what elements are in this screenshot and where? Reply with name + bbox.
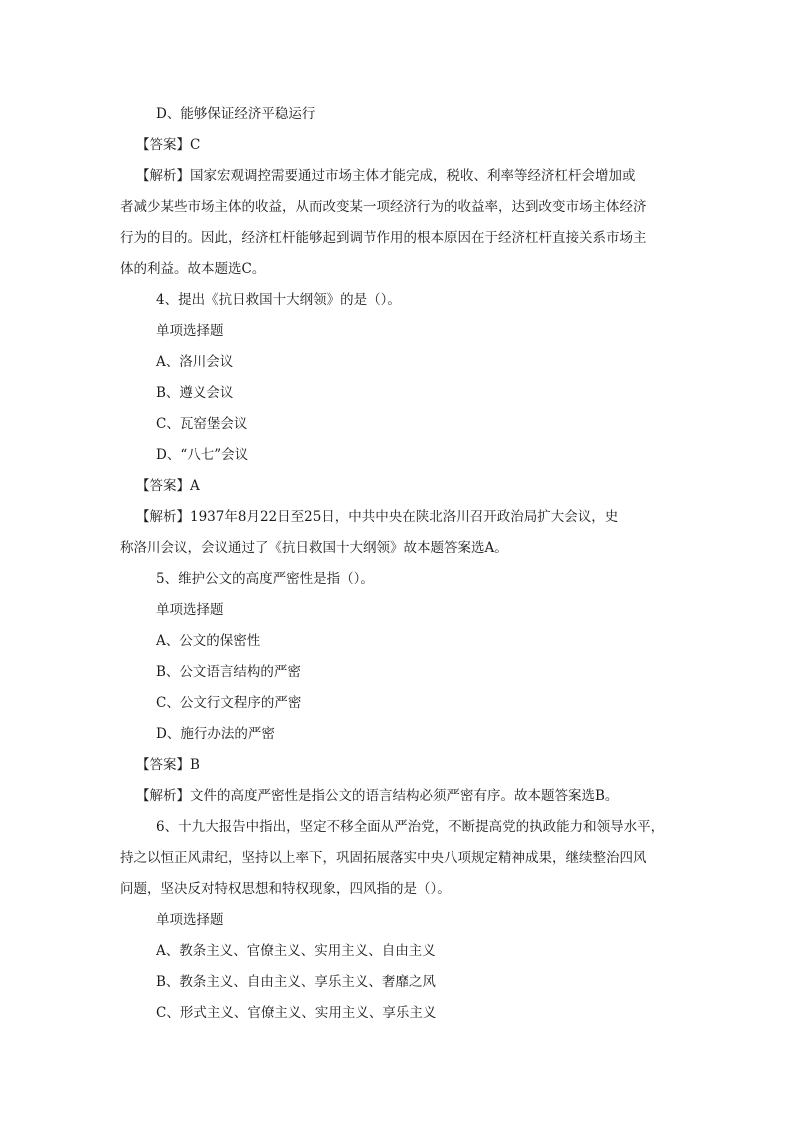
q4-option-c: C、瓦窑堡会议 <box>156 416 248 432</box>
q3-option-d: D、能够保证经济平稳运行 <box>156 106 316 122</box>
q5-answer: 【答案】B <box>136 757 200 773</box>
q4-option-a: A、洛川会议 <box>156 354 234 370</box>
q6-option-b: B、教条主义、自由主义、享乐主义、奢靡之风 <box>156 974 436 990</box>
q5-question: 5、维护公文的高度严密性是指（）。 <box>156 571 374 587</box>
q5-option-d: D、施行办法的严密 <box>156 726 275 742</box>
q3-answer: 【答案】C <box>136 137 201 153</box>
q5-option-b: B、公文语言结构的严密 <box>156 664 301 680</box>
q3-analysis-line-1: 【解析】国家宏观调控需要通过市场主体才能完成，税收、利率等经济杠杆会增加或 <box>136 168 636 184</box>
q4-answer: 【答案】A <box>136 478 200 494</box>
document-body <box>120 99 676 1029</box>
q6-question-line-2: 持之以恒正风肃纪，坚持以上率下，巩固拓展落实中央八项规定精神成果，继续整治四风 <box>120 850 647 866</box>
q6-type: 单项选择题 <box>156 912 224 928</box>
q4-option-b: B、遵义会议 <box>156 385 234 401</box>
q5-analysis-line-1: 【解析】文件的高度严密性是指公文的语言结构必须严密有序。故本题答案选B。 <box>136 788 619 804</box>
q6-question-line-3: 问题，坚决反对特权思想和特权现象，四风指的是（）。 <box>120 881 451 897</box>
q5-option-c: C、公文行文程序的严密 <box>156 695 302 711</box>
q6-option-a: A、教条主义、官僚主义、实用主义、自由主义 <box>156 943 436 959</box>
q3-analysis-line-3: 行为的目的。因此，经济杠杆能够起到调节作用的根本原因在于经济杠杆直接关系市场主 <box>120 230 647 246</box>
q5-option-a: A、公文的保密性 <box>156 633 261 649</box>
q6-question-line-1: 6、十九大报告中指出，坚定不移全面从严治党，不断提高党的执政能力和领导水平， <box>156 819 665 835</box>
q4-type: 单项选择题 <box>156 323 224 339</box>
q6-option-c: C、形式主义、官僚主义、实用主义、享乐主义 <box>156 1005 437 1021</box>
q4-analysis-line-2: 称洛川会议，会议通过了《抗日救国十大纲领》故本题答案选A。 <box>120 540 508 556</box>
q4-option-d: D、“八七”会议 <box>156 447 249 463</box>
q3-analysis-line-2: 者减少某些市场主体的收益，从而改变某一项经济行为的收益率，达到改变市场主体经济 <box>120 199 647 215</box>
q4-question: 4、提出《抗日救国十大纲领》的是（）。 <box>156 292 401 308</box>
q3-analysis-line-4: 体的利益。故本题选C。 <box>120 261 266 277</box>
q5-type: 单项选择题 <box>156 602 224 618</box>
q4-analysis-line-1: 【解析】1937年8月22日至25日，中共中央在陕北洛川召开政治局扩大会议，史 <box>136 509 619 525</box>
